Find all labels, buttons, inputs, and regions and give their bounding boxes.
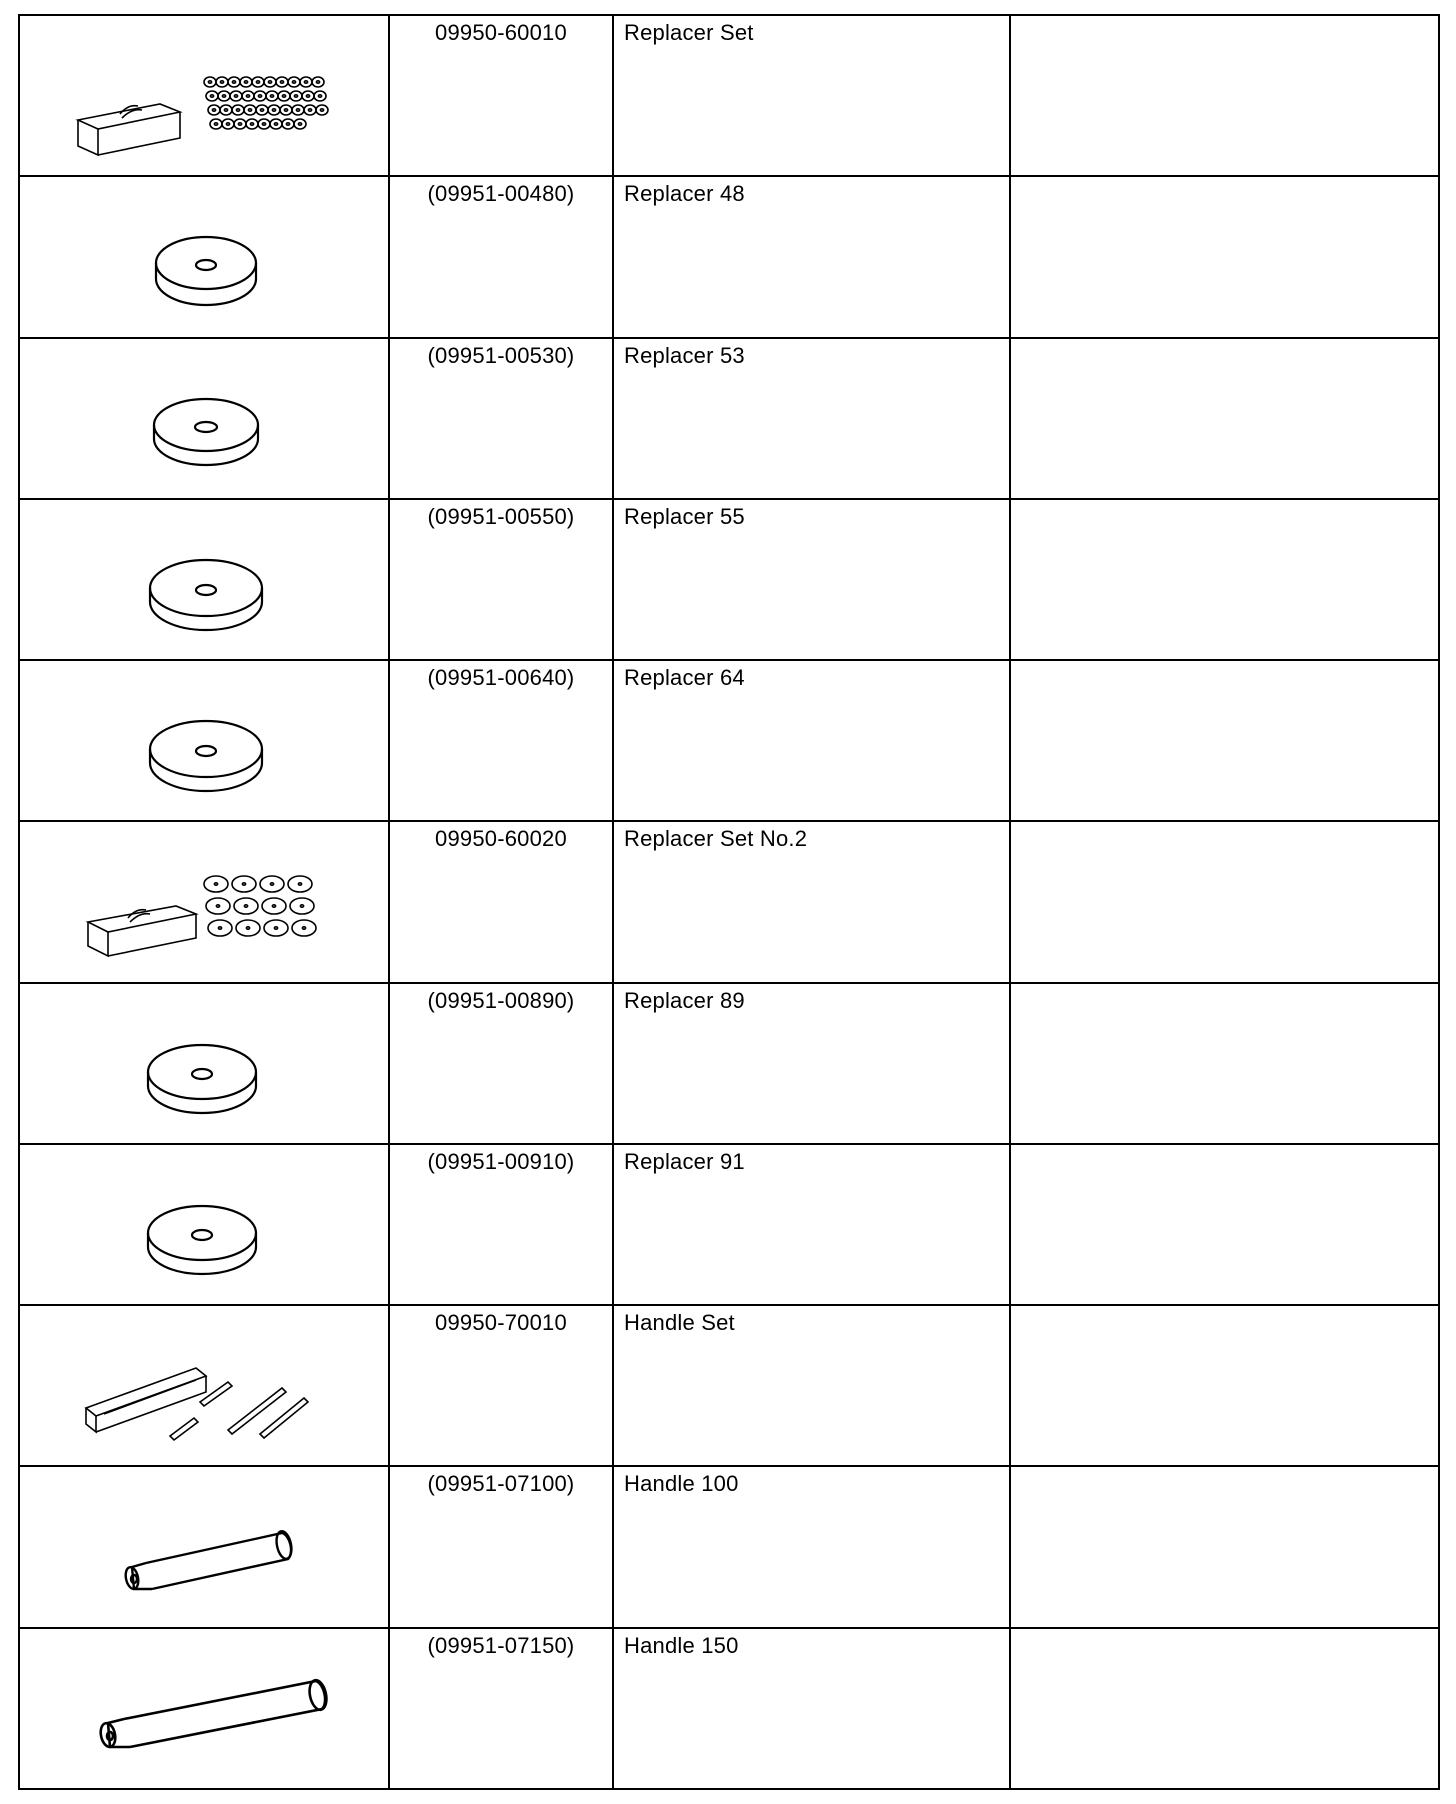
small-disc-icon [282, 119, 294, 129]
small-disc-hole-icon [268, 81, 271, 83]
small-disc-icon [206, 91, 218, 101]
small-disc-hole-icon [208, 81, 211, 83]
table-row [19, 1466, 1439, 1627]
small-disc-hole-icon [294, 95, 297, 97]
small-disc-hole-icon [224, 109, 227, 111]
small-disc-icon [256, 105, 268, 115]
small-disc-hole-icon [298, 883, 301, 885]
small-disc-icon [208, 105, 220, 115]
small-disc-hole-icon [244, 905, 247, 907]
small-disc-group-2 [204, 876, 316, 936]
small-disc-icon [260, 876, 284, 892]
small-disc-icon [264, 920, 288, 936]
small-disc-hole-icon [270, 883, 273, 885]
part-number: (09951-00890) [427, 987, 575, 1013]
part-number: (09951-07150) [427, 1632, 575, 1658]
small-disc-icon [258, 119, 270, 129]
small-disc-hole-icon [226, 123, 229, 125]
small-disc-icon [216, 77, 228, 87]
small-disc-hole-icon [280, 81, 283, 83]
small-disc-hole-icon [214, 123, 217, 125]
tool-name: Handle Set [624, 1310, 735, 1336]
part-number: (09951-00550) [427, 503, 575, 529]
part-number: 09950-70010 [435, 1310, 567, 1336]
small-disc-icon [252, 77, 264, 87]
small-disc-icon [206, 898, 230, 914]
small-disc-hole-icon [220, 81, 223, 83]
part-number: 09950-60020 [435, 826, 567, 852]
table-row [19, 15, 1439, 176]
small-disc-icon [240, 77, 252, 87]
small-disc-icon [302, 91, 314, 101]
small-disc-icon [204, 77, 216, 87]
tool-name: Replacer 89 [624, 987, 745, 1013]
small-disc-icon [234, 898, 258, 914]
tool-name: Replacer 91 [624, 1148, 745, 1174]
small-disc-hole-icon [304, 81, 307, 83]
replacer-disc-icon [20, 339, 388, 498]
small-disc-hole-icon [318, 95, 321, 97]
tool-name: Replacer 64 [624, 665, 745, 691]
small-disc-icon [228, 77, 240, 87]
small-disc-hole-icon [234, 95, 237, 97]
small-disc-icon [246, 119, 258, 129]
small-disc-hole-icon [214, 883, 217, 885]
small-disc-icon [266, 91, 278, 101]
small-disc-hole-icon [316, 81, 319, 83]
small-disc-hole-icon [250, 123, 253, 125]
part-number: (09951-00530) [427, 342, 575, 368]
replacer-disc-icon [20, 177, 388, 336]
small-disc-hole-icon [296, 109, 299, 111]
small-disc-icon [316, 105, 328, 115]
small-disc-icon [234, 119, 246, 129]
small-disc-hole-icon [248, 109, 251, 111]
small-disc-hole-icon [308, 109, 311, 111]
small-disc-icon [264, 77, 276, 87]
small-disc-icon [312, 77, 324, 87]
small-disc-icon [210, 119, 222, 129]
small-disc-icon [276, 77, 288, 87]
replacer-disc-icon [20, 1145, 388, 1304]
handle-bar-icon [20, 1467, 388, 1626]
part-number: (09951-00910) [427, 1148, 575, 1174]
small-disc-icon [232, 876, 256, 892]
small-disc-hole-icon [244, 81, 247, 83]
table-row [19, 660, 1439, 821]
small-disc-icon [262, 898, 286, 914]
small-disc-icon [314, 91, 326, 101]
handle-set-case-icon [20, 1306, 388, 1465]
small-disc-hole-icon [320, 109, 323, 111]
table-row [19, 1628, 1439, 1789]
small-disc-icon [268, 105, 280, 115]
small-disc-hole-icon [302, 927, 305, 929]
table-row [19, 499, 1439, 660]
tool-name: Handle 100 [624, 1471, 739, 1497]
small-disc-hole-icon [218, 927, 221, 929]
small-disc-hole-icon [282, 95, 285, 97]
small-disc-icon [292, 105, 304, 115]
small-disc-icon [232, 105, 244, 115]
small-disc-icon [218, 91, 230, 101]
small-disc-icon [292, 920, 316, 936]
small-disc-hole-icon [298, 123, 301, 125]
small-disc-icon [244, 105, 256, 115]
tool-name: Replacer 53 [624, 342, 745, 368]
small-disc-hole-icon [222, 95, 225, 97]
small-disc-icon [304, 105, 316, 115]
small-disc-hole-icon [260, 109, 263, 111]
table-row [19, 1305, 1439, 1466]
replacer-set-case-icon [20, 16, 388, 175]
part-number: (09951-07100) [427, 1471, 575, 1497]
small-disc-icon [290, 898, 314, 914]
small-disc-hole-icon [246, 927, 249, 929]
small-disc-icon [300, 77, 312, 87]
small-disc-icon [230, 91, 242, 101]
small-disc-hole-icon [262, 123, 265, 125]
small-disc-icon [280, 105, 292, 115]
replacer-disc-icon [20, 984, 388, 1143]
small-disc-icon [208, 920, 232, 936]
small-disc-icon [254, 91, 266, 101]
handle-bar-long-icon [20, 1629, 388, 1788]
replacer-set-case-icon [20, 822, 388, 981]
small-disc-icon [236, 920, 260, 936]
small-disc-hole-icon [272, 905, 275, 907]
small-disc-icon [220, 105, 232, 115]
small-disc-icon [288, 876, 312, 892]
table-row [19, 1144, 1439, 1305]
small-disc-icon [294, 119, 306, 129]
small-disc-icon [278, 91, 290, 101]
small-disc-hole-icon [284, 109, 287, 111]
tool-name: Replacer Set No.2 [624, 826, 808, 852]
small-disc-hole-icon [256, 81, 259, 83]
small-disc-group [204, 77, 328, 129]
small-disc-hole-icon [272, 109, 275, 111]
part-number: 09950-60010 [435, 20, 567, 45]
table-row [19, 338, 1439, 499]
tool-name: Replacer 48 [624, 181, 745, 207]
small-disc-hole-icon [216, 905, 219, 907]
small-disc-hole-icon [238, 123, 241, 125]
small-disc-icon [204, 876, 228, 892]
table-row [19, 983, 1439, 1144]
small-disc-hole-icon [236, 109, 239, 111]
tool-name: Replacer 55 [624, 503, 745, 529]
small-disc-icon [270, 119, 282, 129]
small-disc-icon [290, 91, 302, 101]
tool-name: Handle 150 [624, 1632, 739, 1658]
part-number: (09951-00480) [427, 181, 575, 207]
small-disc-icon [288, 77, 300, 87]
small-disc-icon [242, 91, 254, 101]
table-row [19, 176, 1439, 337]
small-disc-hole-icon [300, 905, 303, 907]
small-disc-hole-icon [292, 81, 295, 83]
part-number: (09951-00640) [427, 665, 575, 691]
tool-illustration-cell [19, 15, 389, 176]
small-disc-hole-icon [274, 123, 277, 125]
small-disc-hole-icon [286, 123, 289, 125]
small-disc-hole-icon [242, 883, 245, 885]
replacer-disc-icon [20, 500, 388, 659]
small-disc-hole-icon [232, 81, 235, 83]
small-disc-hole-icon [212, 109, 215, 111]
small-disc-hole-icon [246, 95, 249, 97]
special-tools-table [18, 14, 1440, 1790]
small-disc-hole-icon [210, 95, 213, 97]
small-disc-hole-icon [274, 927, 277, 929]
small-disc-icon [222, 119, 234, 129]
small-disc-hole-icon [306, 95, 309, 97]
small-disc-hole-icon [258, 95, 261, 97]
tool-name: Replacer Set [624, 20, 754, 45]
replacer-disc-icon [20, 661, 388, 820]
small-disc-hole-icon [270, 95, 273, 97]
table-row [19, 821, 1439, 982]
